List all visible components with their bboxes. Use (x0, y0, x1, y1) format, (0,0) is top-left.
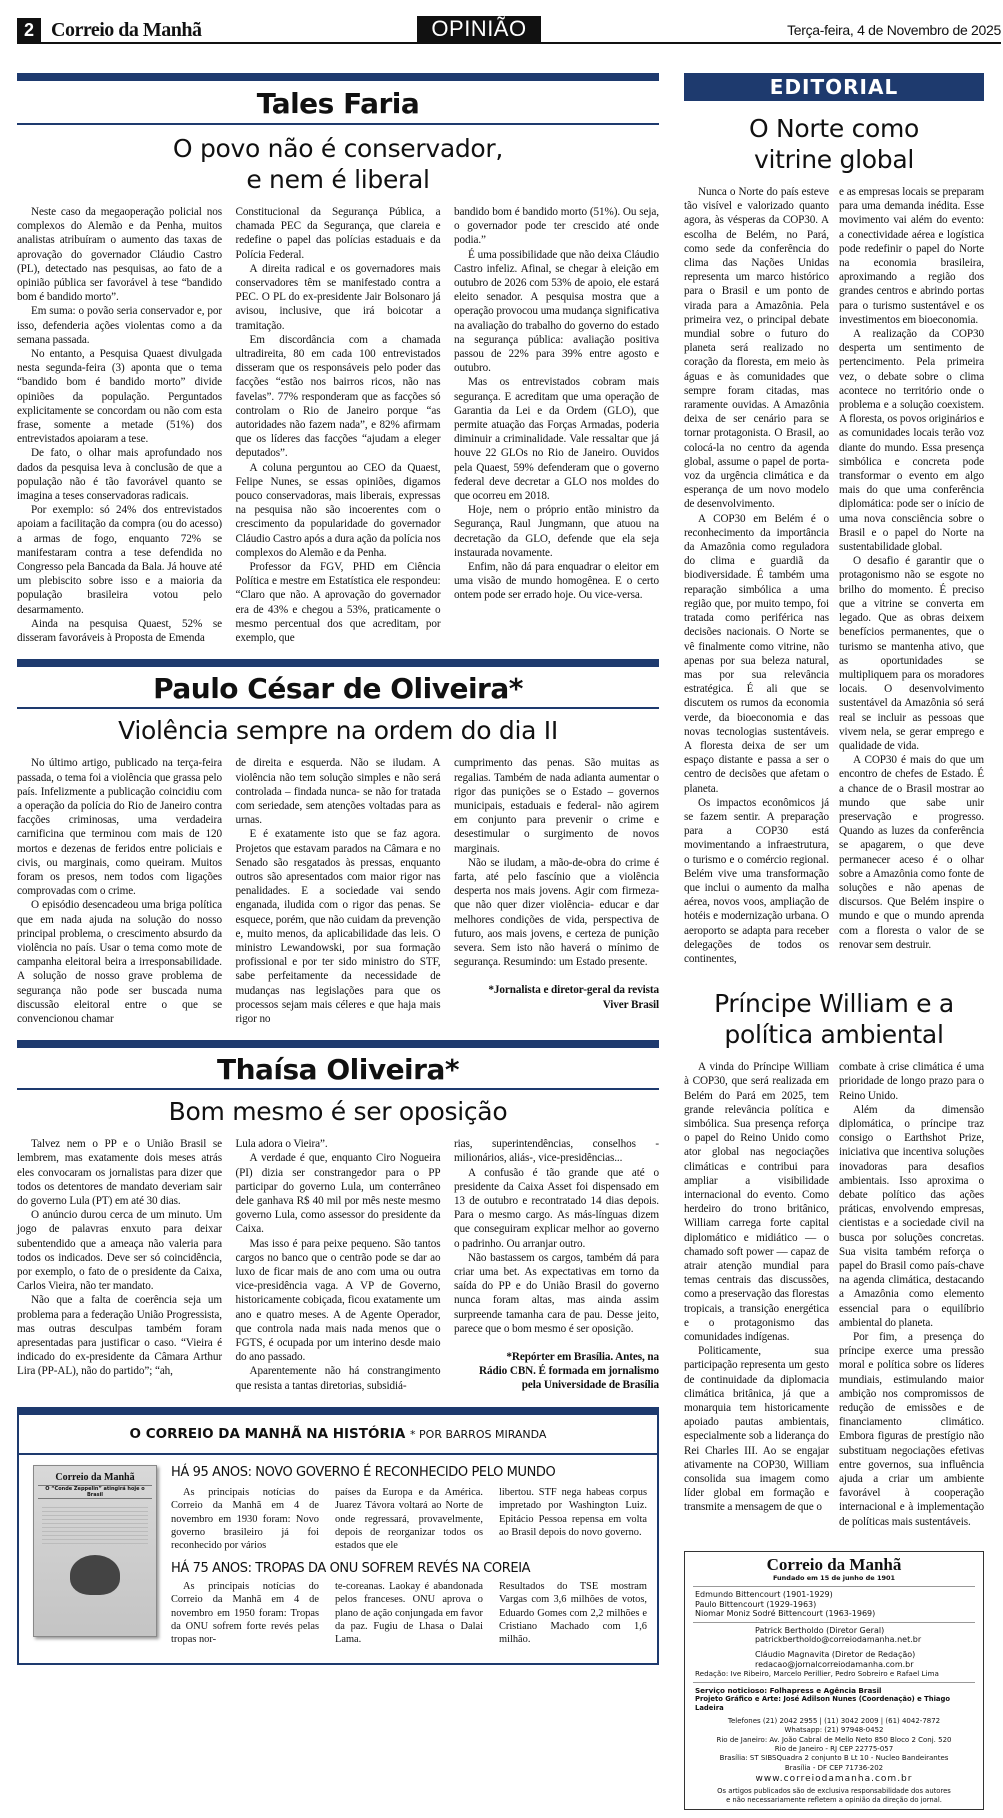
article-paulo-cesar (17, 659, 659, 1026)
paragraph: Não se iludam, a mão-de-obra do crime é farta, até pelo fascínio que a violência desperta nos mais jovens. Agir com firmeza- que não quer dizer violência- educar e dar melhores condições de vida, perspectiva de futuro, aos mais jovens, e certeza de punição severa. Sem isto não haverá o mínimo de segurança. Resumindo: um Estado presente. (454, 856, 659, 969)
address-rj-1: Rio de Janeiro: Av. João Cabral de Mello Neto 850 Bloco 2 Conj. 520 (716, 1735, 952, 1744)
article-body (17, 205, 659, 645)
editorial-headline-line-1: Príncipe William e a (714, 989, 954, 1019)
article-column (17, 205, 222, 645)
history-item-title: HÁ 75 ANOS: TROPAS DA ONU SOFREM REVÉS NA COREIA (171, 1560, 531, 1576)
newspaper-logo: Correio da Manhã (51, 19, 202, 41)
history-column (335, 1486, 483, 1553)
masthead-logo: Correio da Manhã (766, 1554, 902, 1574)
article-body (17, 756, 659, 1026)
article-headline-line-2: e nem é liberal (246, 165, 430, 194)
address-df-1: Brasília: ST SIBSQuadra 2 conjunto B Lt 10 - Nucleo Bandeirantes (719, 1754, 949, 1763)
article-headline-line-1: O povo não é conservador, (172, 134, 504, 163)
author-bio-line: *Jornalista e diretor-geral da revista (488, 984, 659, 997)
history-item (171, 1561, 647, 1647)
paragraph: Lula adora o Vieira”. (235, 1138, 328, 1151)
article-column (454, 1137, 659, 1392)
paragraph: A confusão é tão grande que até o presidente da Caixa Asset foi dispensado em 13 de outubro e recontratado 14 dias depois. Para o mesmo cargo. As más-línguas dizem que conseguiram explicar melhor ao governo o padrinho. Ou arranjar outro. (454, 1166, 659, 1250)
paragraph: de direita e esquerda. Não se iludam. A violência não tem solução simples e não será controlada – findada nunca- se não for tratada com seriedade, sem atenções voltadas para as urnas. (235, 757, 441, 827)
paragraph: Ainda na pesquisa Quaest, 52% se disseram favoráveis à Proposta de Emenda (17, 617, 222, 645)
news-service: Serviço noticioso: Folhapress e Agência Brasil (695, 1685, 882, 1695)
history-column (171, 1486, 319, 1553)
rule-bottom (17, 1088, 659, 1090)
editorial-label: EDITORIAL (684, 73, 984, 101)
right-stack (684, 73, 984, 1810)
article-column (236, 1137, 441, 1393)
paragraph: A verdade é que, enquanto Ciro Nogueira (PI) dizia ser constrangedor para o PP participar do governo Lula, um conterrâneo dele ganhava R$ 40 mil por mês neste mesmo governo Lula, como assessor do presidente da Caixa. (235, 1152, 441, 1236)
history-column (499, 1486, 647, 1540)
paragraph: Por fim, a presença do príncipe exerce uma pressão moral e política sobre os líderes mundiais, estimulando maior ambição nos compromissos de redução de emissões e de financiamento climático. Embora figuras de prestígio não substituam negociações efetivas entre governos, sua influência ajuda a criar um ambiente favorável à cooperação internacional e à implementação de políticas mais sustentáveis. (839, 1331, 984, 1528)
phones: Telefones (21) 2042 2955 | (11) 3042 2009 | (61) 4042-7872 (727, 1716, 941, 1725)
paragraph: Mas os entrevistados cobram mais segurança. E acreditam que uma operação de Garantia da Lei e da Ordem (GLO), que permite atuação das Forças Armadas, poderia diminuir a criminalidade. Vale ressaltar que já houve 22 GLOs no Rio de Janeiro. Ouvidos pela Quaest, 59% defenderam que o governo federal deve decretar a GLO nos moldes do que ocorreu em 2018. (454, 376, 659, 503)
paragraph: Resultados do TSE mostram Vargas com 3,6 milhões de votos, Eduardo Gomes com 2,2 milhões e Cristiano Machado com 1,6 milhão. (499, 1580, 647, 1646)
founders-list (685, 1590, 983, 1618)
paragraph: E é exatamente isto que se faz agora. Projetos que estavam parados na Câmara e no Senado são resgatados às pressas, enquanto outros são apresentados com maior rigor nas penalidades. E a sociedade vai sendo enganada, iludida com o rigor das penas. Se esquece, porém, que não cuidam da prevenção e, muito menos, da aplicabilidade das leis. O ministro Lewandowski, por sua formação profissional e por ter sido ministro do STF, sabe perfeitamente da necessidade de mudanças nas legislações para que os processos sejam mais céleres e que haja mais rigor no (235, 828, 441, 1025)
whatsapp: Whatsapp: (21) 97948-0452 (784, 1726, 884, 1735)
article-column (454, 205, 659, 603)
article-column (684, 1060, 829, 1515)
director-general-name: Patrick Bertholdo (Diretor Geral) (755, 1625, 885, 1635)
paragraph: Constitucional da Segurança Pública, a chamada PEC da Segurança, que clareia e redefine o papel das polícias estaduais e da Polícia Federal. (235, 206, 441, 261)
article-column (236, 205, 441, 645)
masthead-founded: Fundado em 15 de junho de 1901 (772, 1573, 896, 1582)
divider (693, 1622, 975, 1623)
divider (693, 1682, 975, 1683)
paragraph: Hoje, nem o próprio então ministro da Segurança, Raul Jungmann, que atuou na decretação da GLO, defende que ela seja instaurada novamente. (454, 504, 659, 559)
address-df-2: Brasília - DF CEP 71736-202 (784, 1763, 884, 1772)
paragraph: Talvez nem o PP e o União Brasil se lembrem, mas exatamente dois meses atrás eles convocaram os jornalistas para dizer que todos os detentores de mandato deveriam sair do governo Lula (PT) em até 30 dias. (17, 1138, 222, 1207)
editorial (684, 73, 984, 966)
paragraph: Professor da FGV, PHD em Ciência Política e mestre em Estatística ele respondeu: “Claro que não. A aprovação do governador era de 43% e chegou a 53%, praticamente o mesmo percentual dos que acreditam, por exemplo, que (235, 561, 441, 645)
editor-director-name: Cláudio Magnavita (Diretor de Redação) (755, 1650, 916, 1660)
article-headline: Violência sempre na ordem do dia II (118, 716, 558, 746)
article-column (684, 185, 829, 966)
founder: Edmundo Bittencourt (1901-1929) (695, 1590, 833, 1600)
paragraph: As principais notícias do Correio da Manhã em 4 de novembro em 1950 foram: Tropas da ONU sofrem forte revés pelas tropas nor- (171, 1580, 319, 1646)
author-bio-line: pela Universidade de Brasília (521, 1379, 659, 1392)
editorial-headline-line-2: política ambiental (724, 1020, 944, 1050)
editorial-william (684, 988, 984, 1529)
director-general (685, 1626, 983, 1645)
rule-top (17, 659, 659, 667)
paragraph: rias, superintendências, conselhos -milionários, aliás-, vice-presidências... (454, 1138, 659, 1165)
history-column (171, 1580, 319, 1647)
history-item (171, 1465, 647, 1553)
paragraph: As principais notícias do Correio da Manhã em 4 de novembro em 1930 foram: Novo governo brasileiro já foi reconhecido por vários (171, 1486, 319, 1552)
paragraph: Em suma: o povão seria conservador e, por isso, defenderia ações violentas como a da semana passada. (17, 305, 222, 346)
author-bio-line: Rádio CBN. É formada em jornalismo (479, 1365, 659, 1378)
paragraph: libertou. STF nega habeas corpus impretado por Washington Luiz. Epitácio Pessoa repensa em volta ao Brasil depois do novo governo. (499, 1486, 647, 1539)
history-byline: * POR BARROS MIRANDA (410, 1427, 547, 1441)
section-label: OPINIÃO (417, 16, 541, 42)
paragraph: A coluna perguntou ao CEO da Quaest, Felipe Nunes, se essas opiniões, digamos pouco conservadoras, mais liberais, expressas na pesquisa não são incoerentes com o crescimento da popularidade do governador Cláudio Castro após a dura ação da polícia nos complexos do Alemão e da Penha. (235, 461, 441, 559)
paragraph: De fato, o olhar mais aprofundado nos dados da pesquisa leva à conclusão de que a população não é tão favorável quanto se imagina a teses conservadoras radicais. (17, 447, 222, 503)
history-box (17, 1407, 659, 1665)
author-bio (454, 983, 659, 1011)
design-credits: Projeto Gráfico e Arte: José Adilson Nunes (Coordenação) e Thiago Ladeira (695, 1694, 951, 1713)
article-body (17, 1137, 659, 1393)
disclaimer-line-2: e não necessariamente refletem a opinião da direção do jornal. (726, 1796, 942, 1804)
history-title: O CORREIO DA MANHÃ NA HISTÓRIA (129, 1425, 406, 1442)
paragraph: O desafio é garantir que o protagonismo não se esgote no brilho do momento. É preciso que a vitrine se converta em legado. Que as obras deixem benefícios permanentes, que o turismo se mantenha ativo, que as oportunidades se multipliquem para os moradores locais. O desenvolvimento sustentável da Amazônia só será real se incluir as pessoas que vivem nela, se gerar emprego e qualidade de vida. (839, 555, 984, 752)
article-column (236, 756, 441, 1026)
author-bio-line: *Repórter em Brasília. Antes, na (506, 1351, 659, 1363)
paragraph: Não bastassem os cargos, também dá para criar uma bet. As expectativas em torno da saída do PP e do União Brasil do governo nunca foram altas, mas ainda assim surpreende tamanha cara de pau. Desse jeito, parece que o bom mesmo é ser oposição. (454, 1251, 659, 1335)
paragraph: Neste caso da megaoperação policial nos complexos do Alemão e da Penha, muitos analistas atribuíram o aumento das taxas de aprovação do governador Cláudio Castro (PL), detectado nas pesquisas, ao fato de a opinião pública ser favorável à tese “bandido bom é bandido morto”. (17, 206, 222, 304)
paragraph: cumprimento das penas. São muitas as regalias. Também de nada adianta aumentar o rigor das punições se o Estado – governos municipais, estaduais e federal- não agirem em conjunto para prevenir o crime e desestimular o surgimento de novos marginais. (454, 757, 659, 855)
paragraph: O anúncio durou cerca de um minuto. Um jogo de palavras enxuto para deixar subentendido que a ameaça não valeria para todos os indicados. Deve ser só coincidência, por exemplo, o fato de o presidente da Caixa, Carlos Vieira, não ter mandato. (17, 1209, 222, 1293)
editor-director-email[interactable]: redacao@jornalcorreiodamanha.com.br (755, 1659, 914, 1669)
paragraph: Não que a falta de coerência seja um problema para a federação União Progressista, mas outras desculpas também foram apresentadas para justificar o caso. “Vieira é indicado do ex-presidente da Câmara Arthur Lira (PP-AL), não do partido”; “ah, (17, 1294, 222, 1378)
article-thaisa-oliveira (17, 1040, 659, 1393)
article-column (17, 756, 222, 1026)
paragraph: bandido bom é bandido morto (51%). Ou seja, o governador pode ter crescido até onde podia.” (454, 206, 659, 247)
paragraph: Além da dimensão diplomática, o príncipe traz consigo o Earthshot Prize, iniciativa que incentiva soluções inovadoras para desafios ambientais. Isso aproxima o debate político das ações práticas, envolvendo empresas, cientistas e a sociedade civil na busca por soluções concretas. Sua visita também reforça o papel do Brasil como país-chave na agenda climática, destacando a Amazônia como elemento essencial para o equilíbrio ambiental do planeta. (839, 1103, 984, 1329)
history-column (335, 1580, 483, 1647)
history-item-body (171, 1580, 647, 1647)
editorial-body (684, 185, 984, 966)
paragraph: países da Europa e da América. Juarez Távora voltará ao Norte de onde regressará, provavelmente, depois de reorganizar todos os estados que ele (335, 1486, 483, 1552)
paragraph: te-coreanas. Laokay é abandonada pelos franceses. ONU aprova o plano de ação conjungada em favor da paz. Fugiu de Lhasa o Dalai Lama. (335, 1580, 483, 1646)
history-title-bar (19, 1415, 657, 1455)
article-column (17, 1137, 222, 1378)
editor-director (685, 1650, 983, 1669)
photo-text-lines (42, 1507, 148, 1547)
newspaper-archive-photo (33, 1465, 157, 1637)
paragraph: A COP30 é mais do que um encontro de chefes de Estado. É a chance de o Brasil mostrar ao mundo que sabe unir preservação e progresso. Quando as luzes da conferência se apagarem, o que deve permanecer aceso é o olhar sobre a Amazônia como fonte de soluções e não apenas de discursos. Que Belém inspire o mundo e que o mundo aprenda com a floresta o valor de se renovar sem destruir. (839, 754, 984, 951)
paragraph: Nunca o Norte do país esteve tão visível e valorizado quanto agora, às vésperas da COP30. A escolha de Belém, no Pará, como sede da conferência do clima das Nações Unidas representa um marco histórico para o Brasil e um ponto de virada para a Amazônia. Pela primeira vez, o principal debate mundial sobre o futuro do planeta será realizado no coração da floresta, em meio às águas e às comunidades que sempre foram citadas, mas raramente ouvidas. A Amazônia deixa de ser cenário para se tornar protagonista. O Brasil, ao colocá-la no centro da agenda global, assume o papel de porta-voz da urgência climática e da esperança de um novo modelo de desenvolvimento. (684, 186, 829, 511)
photo-masthead: Correio da Manhã (55, 1471, 135, 1483)
paragraph: A realização da COP30 desperta um sentimento de pertencimento. Pela primeira vez, o debate sobre o clima acontece no território onde o problema e a solução coexistem. A floresta, os povos originários e as comunidades locais terão voz diante do mundo. Essa presença simbólica e concreta pode transformar o evento em algo mais do que uma conferência diplomática: pode ser o início de uma nova consciência sobre o Brasil e o papel do Norte na sustentabilidade global. (839, 328, 984, 554)
editorial-body (684, 1060, 984, 1529)
paragraph: Por exemplo: só 24% dos entrevistados apoiam a facilitação da compra (ou do acesso) a armas de fogo, enquanto 72% se manifestaram contra a tese defendida no Congresso pela Bancada da Bala. Já houve até um plebiscito sobre isso e a maioria da população brasileira votou pelo desarmamento. (17, 504, 222, 616)
article-column (454, 756, 659, 1011)
paragraph: Mas isso é para peixe pequeno. São tantos cargos no banco que o centrão pode se dar ao luxo de ficar mais de ano com uma ou outra vice-presidência vaga. A VP de Governo, historicamente cobiçada, ficou exatamente um ano e quatro meses. A de Agente Operador, que controla nada mais nada menos que o FGTS, é ocupada por um interino desde maio do ano passado. (235, 1237, 441, 1364)
website-link[interactable]: www.correiodamanha.com.br (755, 1774, 913, 1785)
paragraph: A direita radical e os governadores mais conservadores têm se manifestado contra a PEC. O PL do ex-presidente Jair Bolsonaro já avisou, inclusive, que irá boicotar a tramitação. (235, 262, 441, 332)
paragraph: Aparentemente não há constrangimento que resista a tantas diretorias, subsidiá- (235, 1365, 441, 1392)
newsroom-staff: Redação: Ive Ribeiro, Marcelo Perillier, Pedro Sobreiro e Rafael Lima (695, 1669, 939, 1679)
history-item-body (171, 1486, 647, 1553)
article-column (839, 185, 984, 952)
rule-bottom (17, 123, 659, 125)
photo-headline: O “Conde Zeppelin” atingirá hoje o Brasil (38, 1485, 152, 1499)
issue-date: Terça-feira, 4 de Novembro de 2025 (787, 22, 1001, 38)
divider (693, 1586, 975, 1587)
article-author: Thaísa Oliveira* (216, 1053, 460, 1087)
paragraph: A COP30 em Belém é o reconhecimento da importância da Amazônia como reguladora do clima e guardiã da biodiversidade. É também uma reparação simbólica a uma região que, por muito tempo, foi tratada como periférica nas decisões nacionais. O Norte se vê finalmente como vitrine, não apenas por sua beleza natural, mas por sua relevância estratégica. É ali que se discutem os rumos da economia verde, da bioeconomia e das novas tecnologias sustentáveis. A floresta deixa de ser um espaço distante e passa a ser o centro de decisões que afetam o planeta. (684, 512, 829, 795)
disclaimer-line-1: Os artigos publicados são de exclusiva responsabilidade dos autores (717, 1786, 951, 1795)
paragraph: No entanto, a Pesquisa Quaest divulgada nesta segunda-feira (3) aponta que o tema “bandido bom é bandido morto” divide opiniões da população. Perguntados explicitamente se concordam ou não com esta frase, somente a metade (51%) dos entrevistados apoiaram a tese. (17, 348, 222, 446)
history-column (499, 1580, 647, 1647)
paragraph: combate à crise climática é uma prioridade de longo prazo para o Reino Unido. (839, 1061, 984, 1102)
history-items (171, 1465, 647, 1647)
paragraph: A vinda do Príncipe William à COP30, que será realizada em Belém do Pará em 2025, tem grande relevância política e simbólica. Sua presença reforça o papel do Reino Unido como ator global nas negociações climáticas e contribui para ampliar a visibilidade internacional do evento. Como herdeiro do trono britânico, William carrega forte capital diplomático e midiático — o chamado soft power — capaz de atrair atenção mundial para temas centrais das discussões, como a preservação das florestas tropicais, a transição energética e o protagonismo das comunidades indígenas. (684, 1061, 829, 1344)
page-header (17, 18, 1001, 44)
page-number: 2 (17, 18, 41, 42)
left-stack (17, 73, 659, 1665)
rule-top (17, 73, 659, 81)
founder: Paulo Bittencourt (1929-1963) (695, 1599, 817, 1609)
article-author: Tales Faria (256, 87, 420, 120)
article-tales-faria (17, 73, 659, 645)
paragraph: No último artigo, publicado na terça-feira passada, o tema foi a violência que grassa pelo país. Infelizmente a publicação coincidiu com a operação da polícia do Rio de Janeiro contra facções criminosas, uma verdadeira carnificina que terminou com mais de 120 mortos e dezenas de feridos entre policiais e civis, ou marginais, como queiram. Muitos foram os presos, nem todos com ligações comprovadas com o crime. (17, 757, 222, 898)
editorial-headline-line-1: O Norte como (748, 114, 920, 143)
editorial-headline-line-2: vitrine global (754, 145, 914, 174)
paragraph: Os impactos econômicos já se fazem sentir. A preparação para a COP30 está movimentando a infraestrutura, o turismo e o comércio regional. Belém vive uma transformação que inclui o aumento da malha aérea, novos voos, ampliação de hotéis e modernização urbana. O aeroporto se adapta para receber delegações de todos os continentes, (684, 796, 829, 965)
paragraph: O episódio desencadeou uma briga política que em nada ajuda na solução do nosso principal problema, o crescimento absurdo da violência no país. Usar o tema como mote de campanha eleitoral beira a irresponsabilidade. A solução de nosso grave problema de segurança não pode ser buscada numa discussão eleitoral entre o que se convencionou chamar (17, 899, 222, 1025)
address-rj-2: Rio de Janeiro - RJ CEP 22775-057 (774, 1744, 894, 1753)
director-general-email[interactable]: patrickbertholdo@correiodamanha.net.br (755, 1634, 922, 1644)
paragraph: É uma possibilidade que não deixa Cláudio Castro infeliz. Afinal, se chegar à eleição em outubro de 2026 com 53% de apoio, ele estará eleito senador. A pesquisa mostra que a operação provocou uma mudança significativa na avaliação do trabalho do governo do estado na segurança pública: avaliação positiva passou de 22% para 39% entre agosto e outubro. (454, 248, 659, 375)
article-author: Paulo César de Oliveira* (153, 672, 523, 706)
masthead-box (684, 1551, 984, 1811)
paragraph: Enfim, não dá para enquadrar o eleitor em uma visão de mundo homogênea. E o certo ontem pode ser errado hoje. Ou vice-versa. (454, 561, 659, 602)
rule-top (17, 1040, 659, 1048)
photo-figure (70, 1555, 120, 1595)
author-bio (454, 1350, 659, 1393)
paragraph: Politicamente, sua participação representa um gesto de continuidade da diplomacia climática britânica, já que a monarquia tem historicamente apoiado pautas ambientais, especialmente sob a liderança do Rei Charles III. Ao se engajar ativamente na COP30, William consolida sua imagem como líder global em formação e transmite a mensagem de que o (684, 1345, 829, 1514)
founder: Niomar Moniz Sodré Bittencourt (1963-1969) (695, 1609, 876, 1619)
article-headline: Bom mesmo é ser oposição (168, 1097, 508, 1127)
history-item-title: HÁ 95 ANOS: NOVO GOVERNO É RECONHECIDO PELO MUNDO (171, 1464, 556, 1480)
paragraph: Em discordância com a chamada ultradireita, 80 em cada 100 entrevistados disseram que os responsáveis pelo poder das facções “estão nos bairros ricos, não nas favelas”. 77% responderam que as facções só controlam o Rio de Janeiro porque “as autoridades não fazem nada”, e 82% afirmam que os líderes das facções “ajudam a eleger deputados”. (235, 333, 441, 460)
article-column (839, 1060, 984, 1529)
paragraph: e as empresas locais se preparam para uma demanda inédita. Esse movimento vai além do evento: a conectividade aérea e logística pode redefinir o papel do Norte na economia brasileira, aproximando a região dos grandes centros e abrindo portas para o turismo sustentável e os investimentos em bioeconomia. (839, 186, 984, 326)
rule-bottom (17, 707, 659, 709)
author-bio-line: Viver Brasil (602, 998, 659, 1011)
